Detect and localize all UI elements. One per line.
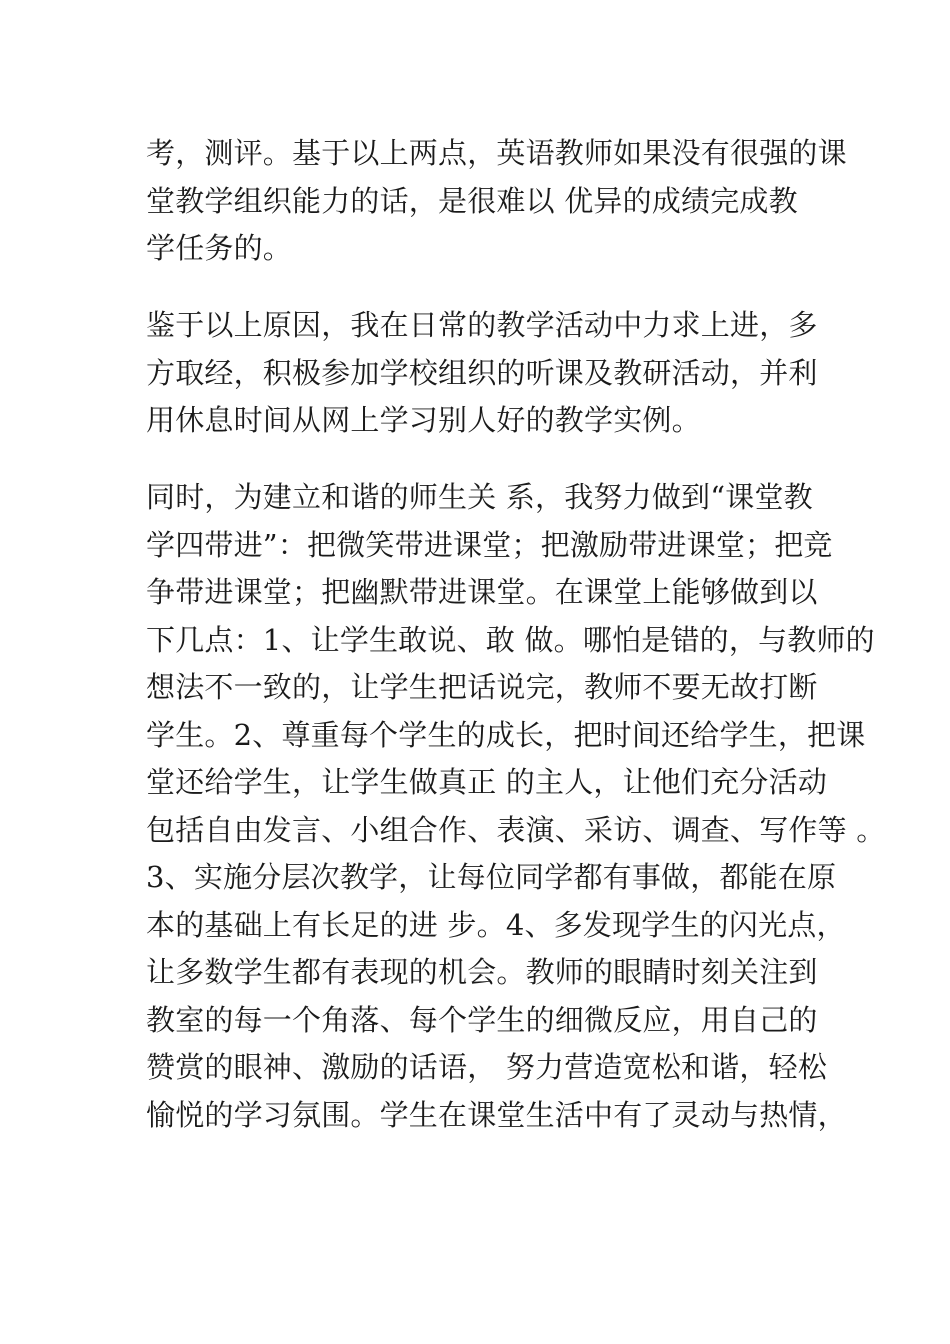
- text-line: 学四带进”：把微笑带进课堂；把激励带进课堂；把竞: [146, 527, 833, 562]
- text-line: 本的基础上有长足的进 步。4、多发现学生的闪光点，: [146, 907, 846, 942]
- text-line: 愉悦的学习氛围。学生在课堂生活中有了灵动与热情，: [146, 1097, 847, 1132]
- text-line: 包括自由发言、小组合作、表演、采访、调查、写作等 。: [146, 812, 886, 847]
- text-line: 争带进课堂；把幽默带进课堂。在课堂上能够做到以: [146, 575, 818, 609]
- text-line: 3、实施分层次教学，让每位同学都有事做，都能在原: [146, 860, 837, 894]
- text-line: 方取经，积极参加学校组织的听课及教研活动，并利: [146, 355, 818, 390]
- text-line: 学任务的。: [146, 231, 293, 265]
- text-line: 赞赏的眼神、激励的话语， 努力营造宽松和谐，轻松: [146, 1050, 828, 1084]
- text-line: 教室的每一个角落、每个学生的细微反应，用自己的: [146, 1002, 818, 1037]
- text-line: 学生。2、尊重每个学生的成长，把时间还给学生，把课: [146, 717, 866, 752]
- text-line: 鉴于以上原因，我在日常的教学活动中力求上进，多: [146, 308, 818, 342]
- text-line: 考，测评。基于以上两点，英语教师如果没有很强的课: [146, 136, 847, 170]
- paragraph-1: [146, 130, 846, 273]
- paragraph-2: [146, 302, 846, 445]
- text-line: 用休息时间从网上学习别人好的教学实例。: [146, 403, 701, 437]
- text-line: 下几点：1、让学生敢说、敢 做。哪怕是错的，与教师的: [146, 622, 875, 657]
- text-line: 堂还给学生，让学生做真正 的主人，让他们充分活动: [146, 765, 828, 799]
- paragraph-3: [146, 474, 886, 1139]
- text-line: 想法不一致的，让学生把话说完，教师不要无故打断: [146, 670, 818, 704]
- text-line: 堂教学组织能力的话，是很难以 优异的成绩完成教: [146, 183, 798, 218]
- text-line: 同时，为建立和谐的师生关 系，我努力做到“课堂教: [146, 480, 813, 514]
- text-line: 让多数学生都有表现的机会。教师的眼睛时刻关注到: [146, 955, 818, 989]
